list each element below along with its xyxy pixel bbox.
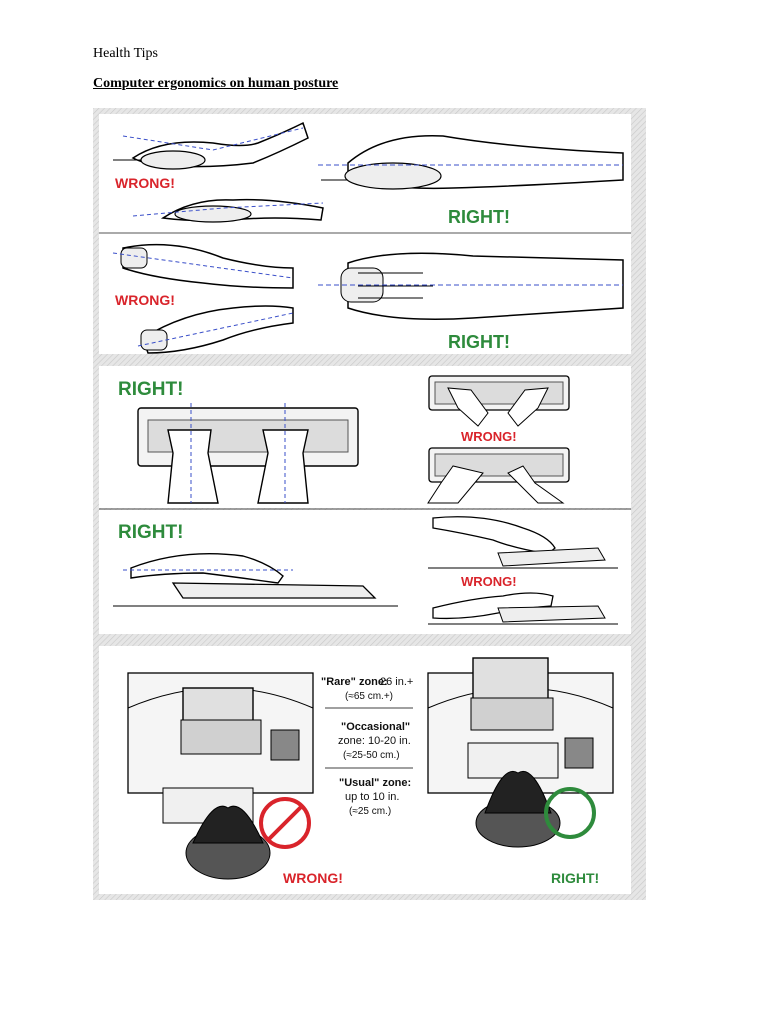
wrong-label-keyboard-side: WRONG! <box>461 574 517 589</box>
wrong-label-mouse-side: WRONG! <box>115 175 175 191</box>
zone-rare-value: 26 in.+ <box>380 676 414 688</box>
right-label-mouse-side: RIGHT! <box>448 207 510 227</box>
page-title: Computer ergonomics on human posture <box>93 76 339 91</box>
hand-top-straight <box>318 253 623 319</box>
right-label-keyboard-top: RIGHT! <box>118 379 184 400</box>
panel-keyboard-side <box>99 509 631 634</box>
zone-usual-metric: (≈25 cm.) <box>349 806 392 817</box>
zone-rare-metric: (≈65 cm.+) <box>345 691 393 702</box>
panel-mouse-top <box>99 235 631 353</box>
zone-occasional-title: "Occasional" <box>341 721 411 733</box>
section-label: Health Tips <box>93 46 158 61</box>
right-label-workstation: RIGHT! <box>551 870 600 886</box>
zone-usual-value: up to 10 in. <box>345 791 400 803</box>
zone-usual-title: "Usual" zone: <box>339 777 412 789</box>
wrong-label-mouse-top: WRONG! <box>115 292 175 308</box>
zone-rare-title: "Rare" zone: <box>321 676 388 688</box>
right-label-keyboard-side: RIGHT! <box>118 522 184 543</box>
wrong-label-workstation: WRONG! <box>283 870 343 886</box>
panel-workstation-zones <box>93 640 646 900</box>
ergonomics-figure <box>93 108 646 900</box>
wrong-label-keyboard-top: WRONG! <box>461 429 517 444</box>
zone-occasional-value: zone: 10-20 in. <box>338 735 411 747</box>
zone-occasional-metric: (≈25-50 cm.) <box>343 750 400 761</box>
right-label-mouse-top: RIGHT! <box>448 332 510 352</box>
